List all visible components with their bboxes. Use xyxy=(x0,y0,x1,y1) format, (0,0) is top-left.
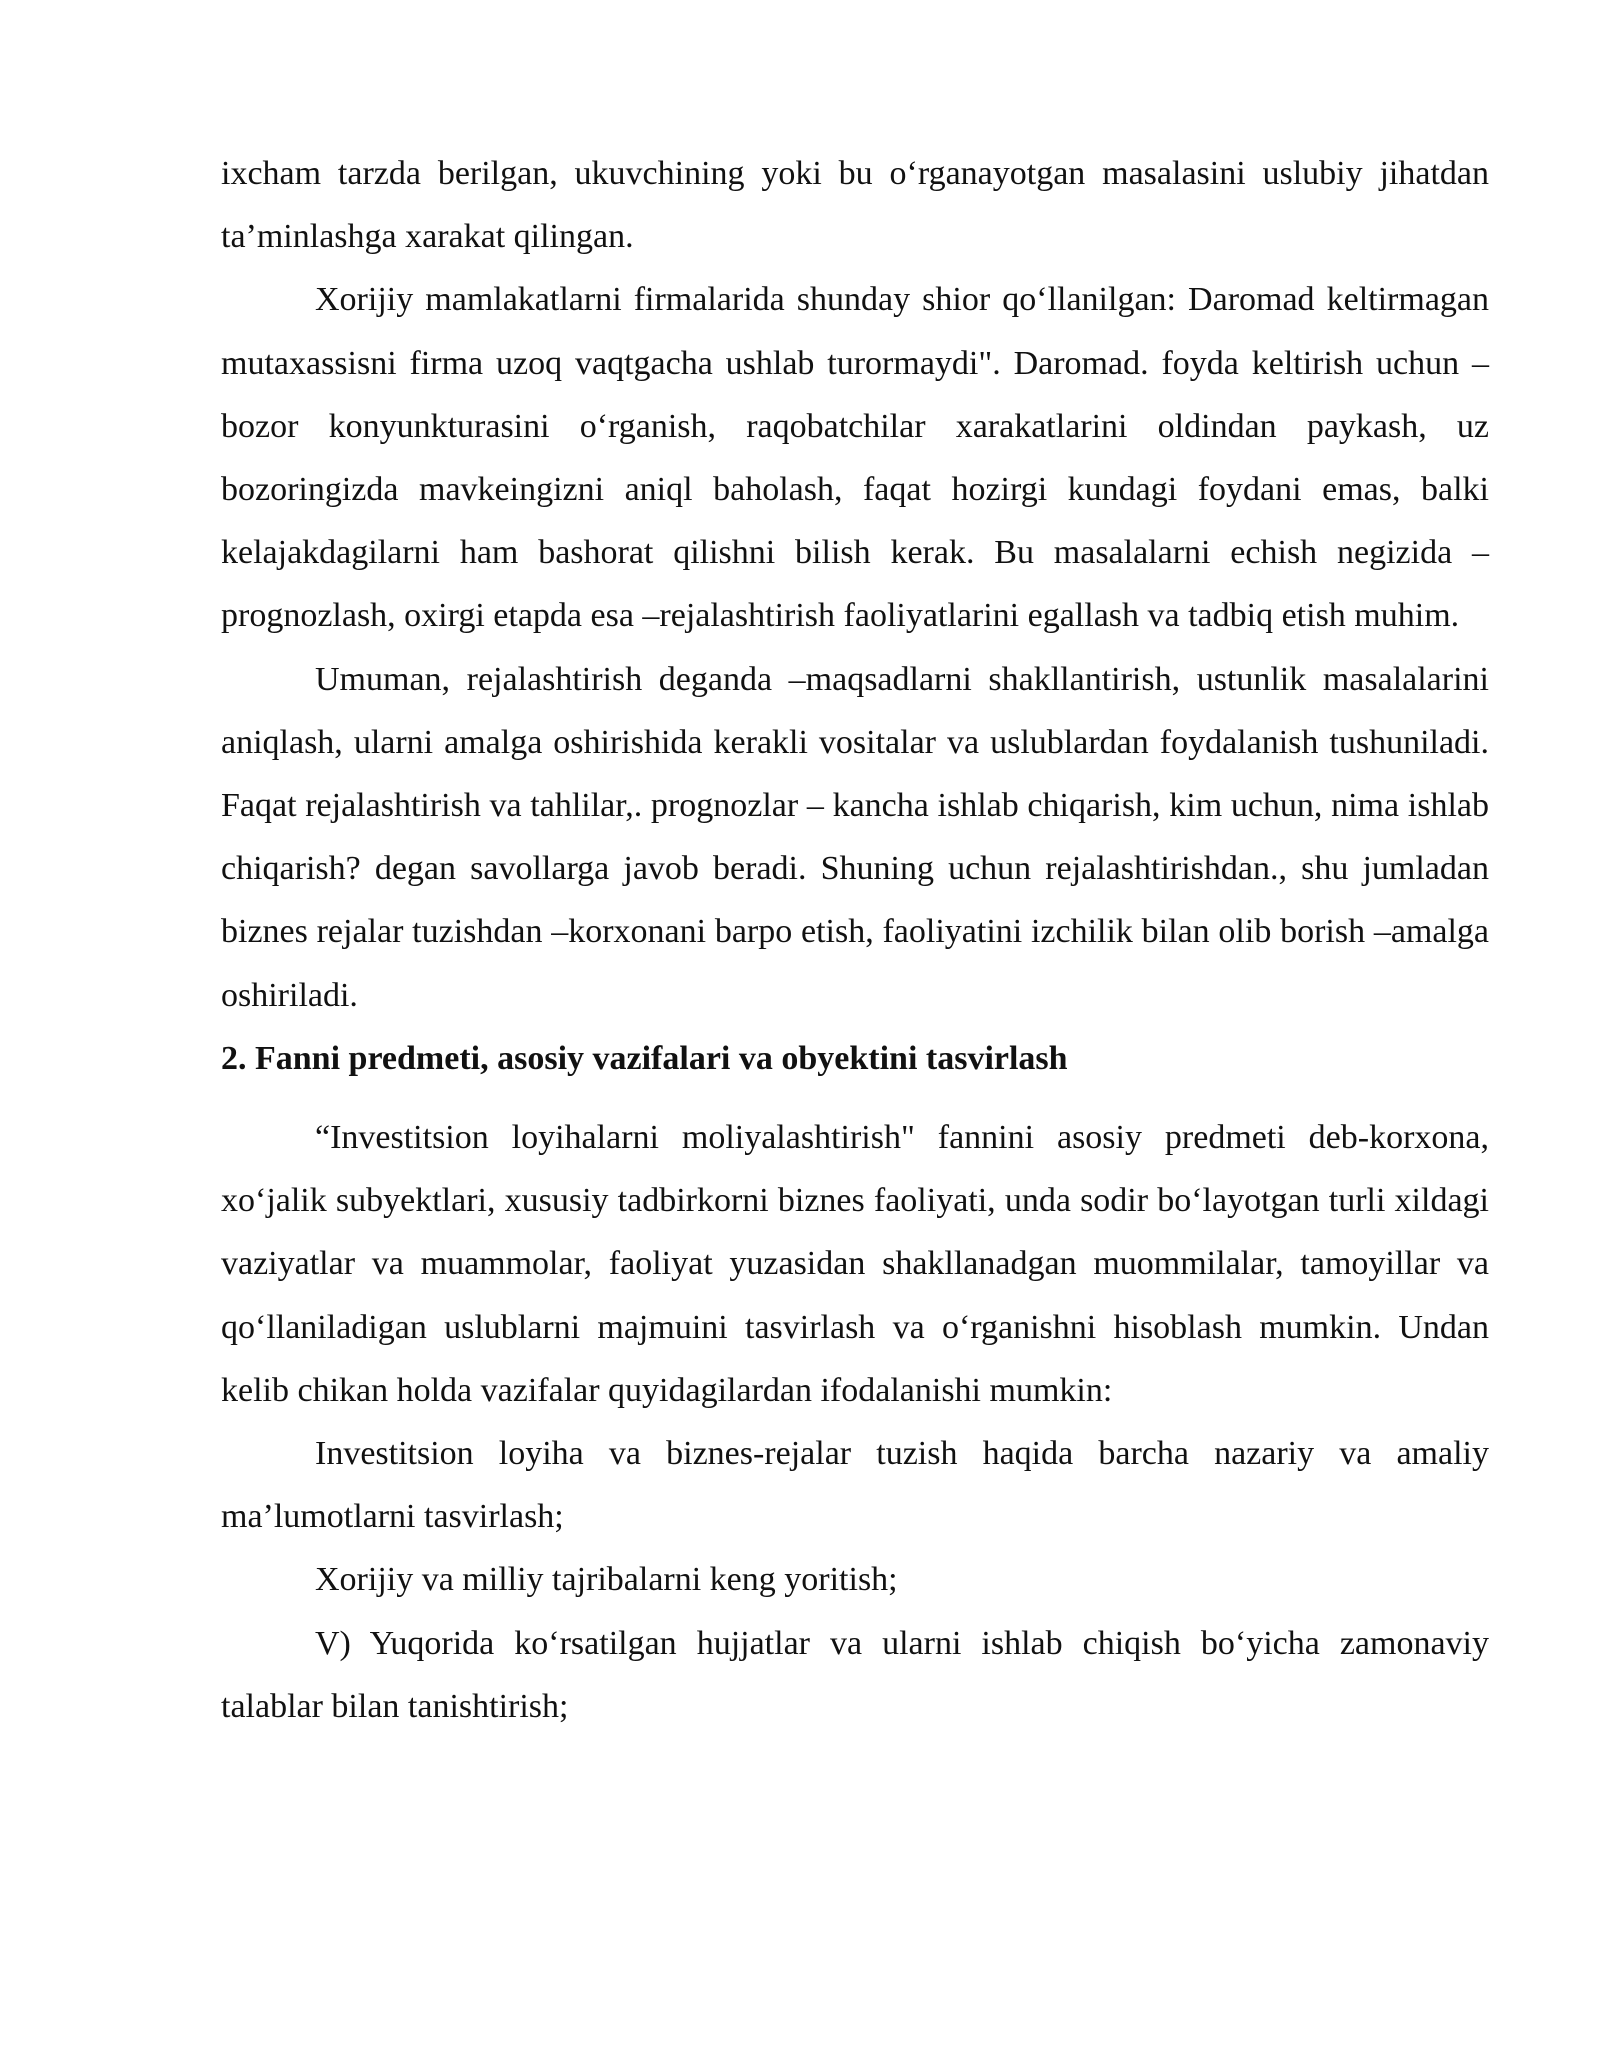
document-page xyxy=(221,142,1489,1738)
paragraph-subject: “Investitsion loyihalarni moliyalashtirish" fannini asosiy predmeti deb-korxona, xo‘jalik subyektlari, xususiy tadbirkorni biznes faoliyati, unda sodir bo‘layotgan turli xildagi vaziyatlar va muammolar, faoliyat yuzasidan shakllanadgan muommilalar, tamoyillar va qo‘llaniladigan uslublarni majmuini tasvirlash va o‘rganishni hisoblash mumkin. Undan kelib chikan holda vazifalar quyidagilardan ifodalanishi mumkin: xyxy=(221,1119,1489,1409)
paragraph-planning: Umuman, rejalashtirish deganda –maqsadlarni shakllantirish, ustunlik masalalarini aniqlash, ularni amalga oshirishida kerakli vositalar va uslublardan foydalanish tushuniladi. Faqat rejalashtirish va tahlilar,. prognozlar – kancha ishlab chiqarish, kim uchun, nima ishlab chiqarish? degan savollarga javob beradi. Shuning uchun rejalashtirishdan., shu jumladan biznes rejalar tuzishdan –korxonani barpo etish, faoliyatini izchilik bilan olib borish –amalga oshiriladi. xyxy=(221,660,1489,1014)
list-item-requirements: V) Yuqorida ko‘rsatilgan hujjatlar va ularni ishlab chiqish bo‘yicha zamonaviy talablar bilan tanishtirish; xyxy=(221,1624,1489,1725)
list-item-experience: Xorijiy va milliy tajribalarni keng yoritish; xyxy=(315,1561,898,1599)
list-item-theory: Investitsion loyiha va biznes-rejalar tuzish haqida barcha nazariy va amaliy ma’lumotlarni tasvirlash; xyxy=(221,1435,1489,1536)
paragraph-foreign-firms: Xorijiy mamlakatlarni firmalarida shunday shior qo‘llanilgan: Daromad keltirmagan mutaxassisni firma uzoq vaqtgacha ushlab turormaydi". Daromad. foyda keltirish uchun –bozor konyunkturasini o‘rganish, raqobatchilar xarakatlarini oldindan paykash, uz bozoringizda mavkeingizni aniql baholash, faqat hozirgi kundagi foydani emas, balki kelajakdagilarni ham bashorat qilishni bilish kerak. Bu masalalarni echish negizida –prognozlash, oxirgi etapda esa –rejalashtirish faoliyatlarini egallash va tadbiq etish muhim. xyxy=(221,281,1489,635)
section-heading: 2. Fanni predmeti, asosiy vazifalari va obyektini tasvirlash xyxy=(221,1039,1068,1077)
paragraph-continuation: ixcham tarzda berilgan, ukuvchining yoki bu o‘rganayotgan masalasini uslubiy jihatdan ta’minlashga xarakat qilingan. xyxy=(221,155,1489,256)
